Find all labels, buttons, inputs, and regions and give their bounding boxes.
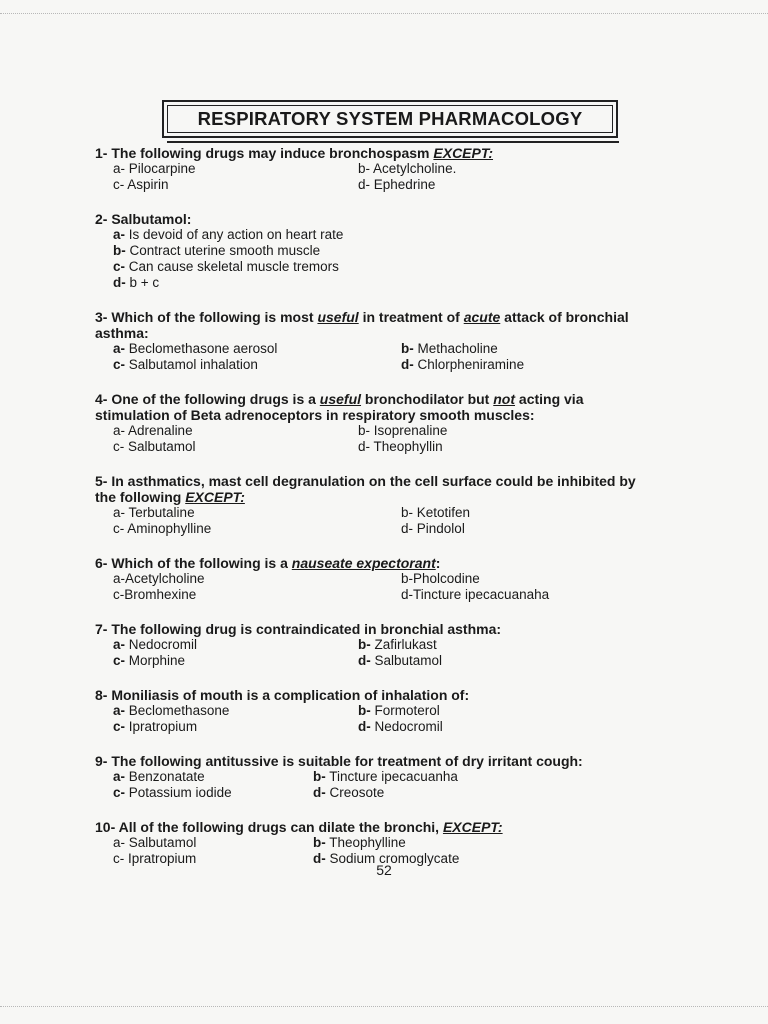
option-a: a- Beclomethasone aerosol — [113, 341, 278, 356]
question-3 — [95, 309, 675, 373]
option-row — [113, 357, 675, 373]
question-1 — [95, 145, 675, 193]
option-c: c- Morphine — [113, 653, 186, 668]
option-b: b- Zafirlukast — [358, 637, 437, 652]
question-9 — [95, 753, 675, 801]
question-stem: 3- Which of the following is most useful in treatment of acute attack of bronchial asthma: — [95, 309, 629, 341]
option-b: b- Methacholine — [401, 341, 498, 356]
option-d: d- Theophyllin — [358, 439, 443, 454]
title-frame — [167, 105, 613, 133]
option-b: b- Acetylcholine. — [358, 161, 457, 176]
options — [113, 703, 675, 735]
title-underline — [167, 141, 619, 143]
option-row — [113, 587, 675, 603]
option-row — [113, 439, 675, 455]
option-row — [113, 719, 675, 735]
option-c: c- Aminophylline — [113, 521, 212, 536]
option-c: c- Ipratropium — [113, 851, 197, 866]
question-4 — [95, 391, 675, 455]
option-c: c- Ipratropium — [113, 719, 198, 734]
question-7 — [95, 621, 675, 669]
option-c: c- Salbutamol — [113, 439, 196, 454]
option-a: a- Benzonatate — [113, 769, 205, 784]
option-a: a- Is devoid of any action on heart rate — [113, 227, 344, 242]
question-5 — [95, 473, 675, 537]
options — [113, 637, 675, 669]
option-a: a- Beclomethasone — [113, 703, 230, 718]
options — [113, 161, 675, 193]
question-stem: 9- The following antitussive is suitable for treatment of dry irritant cough: — [95, 753, 583, 769]
option-c: c- Salbutamol inhalation — [113, 357, 258, 372]
option-d: d- Salbutamol — [358, 653, 443, 668]
option-d: d- Pindolol — [401, 521, 465, 536]
option-row — [113, 571, 675, 587]
option-b: b- Isoprenaline — [358, 423, 448, 438]
question-6 — [95, 555, 675, 603]
option-b: b- Theophylline — [313, 835, 406, 850]
option-row — [113, 835, 675, 851]
question-stem: 7- The following drug is contraindicated in bronchial asthma: — [95, 621, 502, 637]
question-stem: 1- The following drugs may induce bronchospasm EXCEPT: — [95, 145, 494, 161]
option-c: c- Aspirin — [113, 177, 169, 192]
options — [113, 769, 675, 801]
option-a: a-Acetylcholine — [113, 571, 205, 586]
title-box — [162, 100, 618, 138]
option-b: b- Formoterol — [358, 703, 440, 718]
question-stem: 4- One of the following drugs is a useful bronchodilator but not acting via stimulation of Beta adrenoceptors in respiratory smooth muscles: — [95, 391, 584, 423]
options — [113, 341, 675, 373]
option-row — [113, 161, 675, 177]
option-d: d- Ephedrine — [358, 177, 436, 192]
option-row — [113, 177, 675, 193]
question-stem: 6- Which of the following is a nauseate expectorant: — [95, 555, 441, 571]
option-d: d- Sodium cromoglycate — [313, 851, 460, 866]
question-stem: 5- In asthmatics, mast cell degranulation on the cell surface could be inhibited by the following EXCEPT: — [95, 473, 636, 505]
option-c: c- Potassium iodide — [113, 785, 232, 800]
option-b: b-Pholcodine — [401, 571, 480, 586]
option-row — [113, 653, 675, 669]
page-title: RESPIRATORY SYSTEM PHARMACOLOGY — [197, 108, 583, 129]
scan-edge-bottom — [0, 1006, 768, 1007]
option-d: d- Chlorpheniramine — [401, 357, 525, 372]
option-a: a- Adrenaline — [113, 423, 193, 438]
option-a: a- Terbutaline — [113, 505, 195, 520]
option-row — [113, 341, 675, 357]
question-stem: 2- Salbutamol: — [95, 211, 192, 227]
scan-edge-top — [0, 13, 768, 14]
option-a: a- Salbutamol — [113, 835, 197, 850]
option-b: b- Tincture ipecacuanha — [313, 769, 458, 784]
page-number: 52 — [376, 862, 392, 878]
option-row — [113, 769, 675, 785]
option-b: b- Contract uterine smooth muscle — [113, 243, 321, 258]
options — [113, 505, 675, 537]
option-b: b- Ketotifen — [401, 505, 471, 520]
option-c: c-Bromhexine — [113, 587, 197, 602]
options — [113, 423, 675, 455]
option-a: a- Nedocromil — [113, 637, 198, 652]
question-list — [95, 145, 675, 880]
option-row — [113, 637, 675, 653]
question-2 — [95, 211, 675, 291]
question-10 — [95, 819, 675, 867]
option-row — [113, 785, 675, 801]
options — [113, 571, 675, 603]
options — [113, 227, 675, 291]
option-row — [113, 505, 675, 521]
option-row — [113, 423, 675, 439]
option-d: d- Nedocromil — [358, 719, 443, 734]
question-stem: 8- Moniliasis of mouth is a complication of inhalation of: — [95, 687, 470, 703]
option-row — [113, 703, 675, 719]
option-c: c- Can cause skeletal muscle tremors — [113, 259, 339, 274]
question-8 — [95, 687, 675, 735]
option-d: d-Tincture ipecacuanaha — [401, 587, 550, 602]
question-stem: 10- All of the following drugs can dilate the bronchi, EXCEPT: — [95, 819, 503, 835]
option-row — [113, 521, 675, 537]
option-d: d- Creosote — [313, 785, 385, 800]
option-d: d- b + c — [113, 275, 160, 290]
option-a: a- Pilocarpine — [113, 161, 196, 176]
